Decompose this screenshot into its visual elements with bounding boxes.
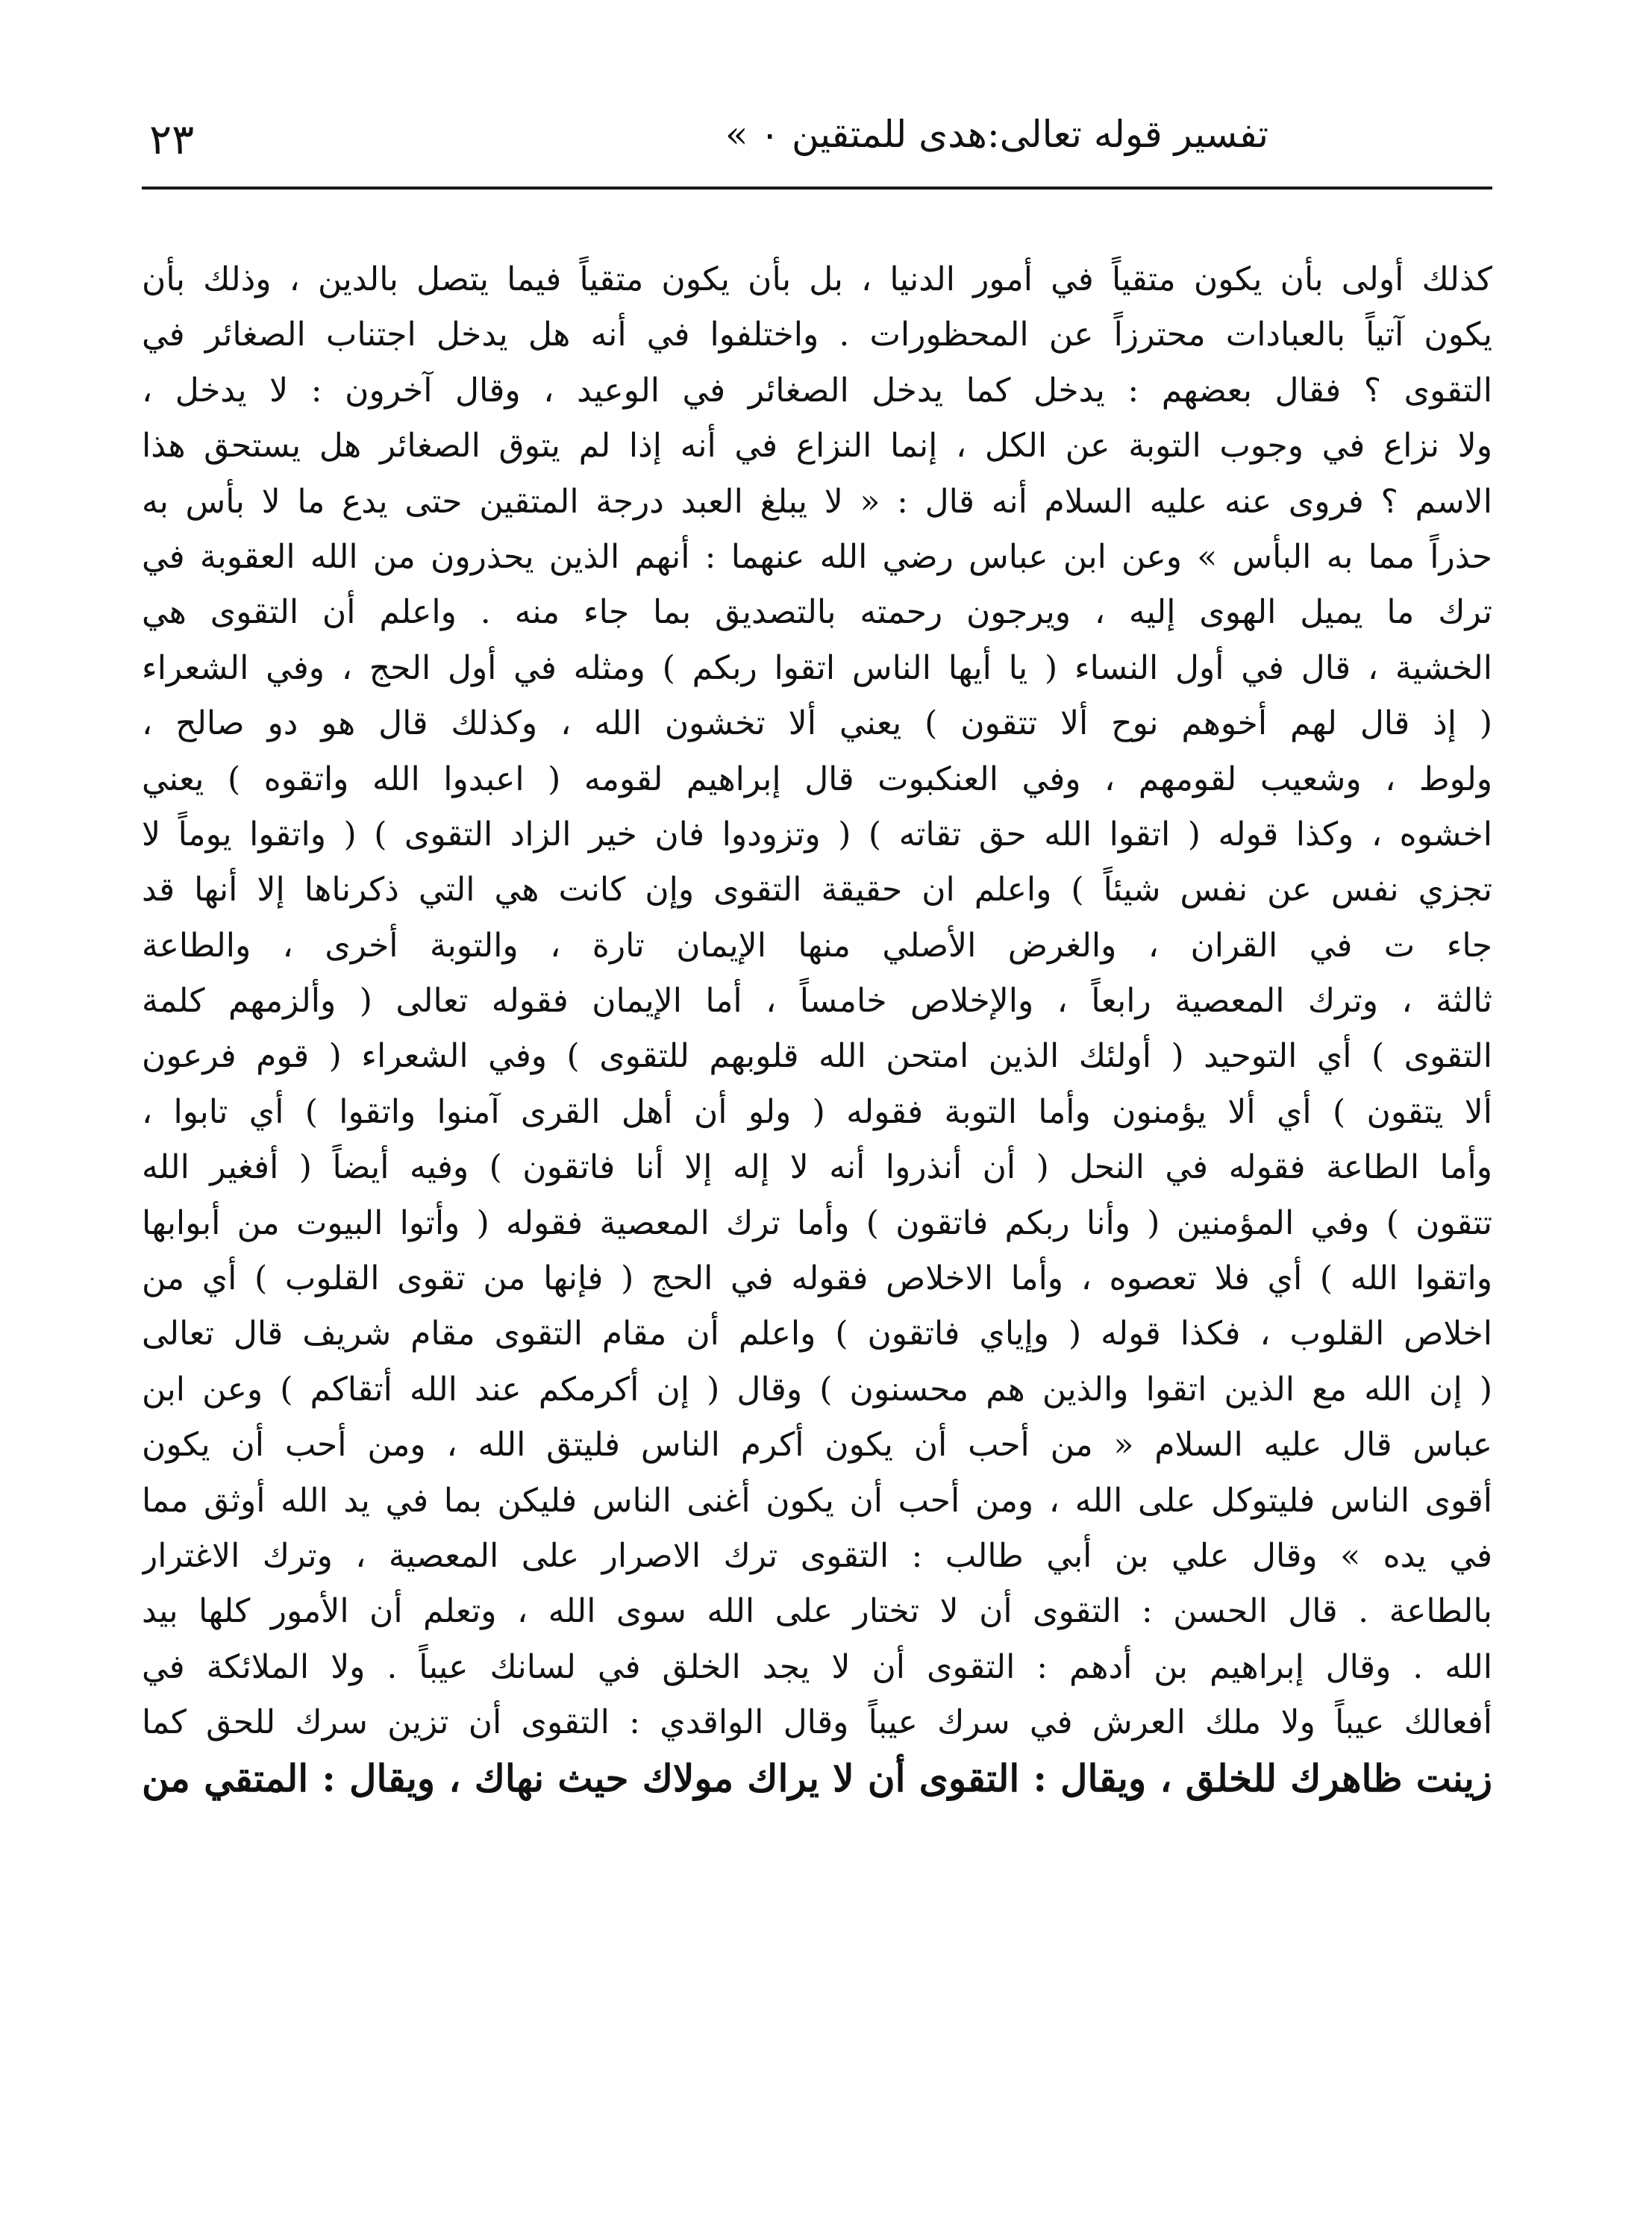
- text-line: اخشوه ، وكذا قوله ( اتقوا الله حق تقاته ) ( وتزودوا فان خير الزاد التقوى ) ( واتقوا يوماً لا: [142, 815, 1492, 854]
- text-line: واتقوا الله ) أي فلا تعصوه ، وأما الاخلاص فقوله في الحج ( فإنها من تقوى القلوب ) أي من: [142, 1259, 1492, 1298]
- text-line: التقوى ) أي التوحيد ( أولئك الذين امتحن الله قلوبهم للتقوى ) وفي الشعراء ( قوم فرعون: [142, 1037, 1492, 1076]
- text-line: اخلاص القلوب ، فكذا قوله ( وإياي فاتقون ) واعلم أن مقام التقوى مقام شريف قال تعالى: [142, 1315, 1492, 1353]
- text-line: أفعالك عيباً ولا ملك العرش في سرك عيباً وقال الواقدي : التقوى أن تزين سرك للحق كما: [142, 1703, 1492, 1742]
- text-line: زينت ظاهرك للخلق ، ويقال : التقوى أن لا يراك مولاك حيث نهاك ، ويقال : المتقي من: [142, 1756, 1492, 1800]
- text-line: ( إذ قال لهم أخوهم نوح ألا تتقون ) يعني ألا تخشون الله ، وكذلك قال هو دو صالح ،: [142, 704, 1492, 743]
- text-line: ولوط ، وشعيب لقومهم ، وفي العنكبوت قال إبراهيم لقومه ( اعبدوا الله واتقوه ) يعني: [142, 760, 1492, 798]
- text-line: تجزي نفس عن نفس شيئاً ) واعلم ان حقيقة التقوى وإن كانت هي التي ذكرناها إلا أنها قد: [142, 871, 1492, 909]
- page-number: ٢٣: [149, 116, 195, 164]
- text-line: حذراً مما به البأس » وعن ابن عباس رضي الله عنهما : أنهم الذين يحذرون من الله العقوبة في: [142, 537, 1492, 576]
- text-line: ثالثة ، وترك المعصية رابعاً ، والإخلاص خامساً ، أما الإيمان فقوله تعالى ( وألزمهم كلمة: [142, 982, 1492, 1021]
- text-line: الله . وقال إبراهيم بن أدهم : التقوى أن لا يجد الخلق في لسانك عيباً . ولا الملائكة في: [142, 1647, 1492, 1686]
- page-header: [149, 97, 1470, 179]
- text-line: ترك ما يميل الهوى إليه ، ويرجون رحمته بالتصديق بما جاء منه . واعلم أن التقوى هي: [142, 593, 1492, 632]
- text-line: أقوى الناس فليتوكل على الله ، ومن أحب أن يكون أغنى الناس فليكن بما في يد الله أوثق مما: [142, 1481, 1492, 1520]
- body-text: [142, 252, 1492, 1806]
- text-line: وأما الطاعة فقوله في النحل ( أن أنذروا أنه لا إله إلا أنا فاتقون ) وفيه أيضاً ( أفغير الله: [142, 1148, 1492, 1187]
- text-line: الخشية ، قال في أول النساء ( يا أيها الناس اتقوا ربكم ) ومثله في أول الحج ، وفي الشعراء: [142, 648, 1492, 687]
- text-line: يكون آتياً بالعبادات محترزاً عن المحظورات . واختلفوا في أنه هل يدخل اجتناب الصغائر في: [142, 316, 1492, 354]
- text-line: في يده » وقال علي بن أبي طالب : التقوى ترك الاصرار على المعصية ، وترك الاغترار: [142, 1536, 1492, 1575]
- text-line: التقوى ؟ فقال بعضهم : يدخل كما يدخل الصغائر في الوعيد ، وقال آخرون : لا يدخل ،: [142, 371, 1492, 410]
- text-line: جاء ت في القران ، والغرض الأصلي منها الإيمان تارة ، والتوبة أخرى ، والطاعة: [142, 926, 1492, 965]
- text-line: الاسم ؟ فروى عنه عليه السلام أنه قال : « لا يبلغ العبد درجة المتقين حتى يدع ما لا بأس به: [142, 482, 1492, 521]
- text-line: تتقون ) وفي المؤمنين ( وأنا ربكم فاتقون ) وأما ترك المعصية فقوله ( وأتوا البيوت من أبوابها: [142, 1203, 1492, 1242]
- text-line: ولا نزاع في وجوب التوبة عن الكل ، إنما النزاع في أنه إذا لم يتوق الصغائر هل يستحق هذا: [142, 427, 1492, 466]
- header-rule: [142, 187, 1492, 190]
- text-line: بالطاعة . قال الحسن : التقوى أن لا تختار على الله سوى الله ، وتعلم أن الأمور كلها بيد: [142, 1592, 1492, 1631]
- text-line: ألا يتقون ) أي ألا يؤمنون وأما التوبة فقوله ( ولو أن أهل القرى آمنوا واتقوا ) أي تابوا ،: [142, 1092, 1492, 1131]
- text-line: كذلك أولى بأن يكون متقياً في أمور الدنيا ، بل بأن يكون متقياً فيما يتصل بالدين ، وذلك بأن: [142, 260, 1492, 298]
- text-line: ( إن الله مع الذين اتقوا والذين هم محسنون ) وقال ( إن أكرمكم عند الله أتقاكم ) وعن ابن: [142, 1370, 1492, 1409]
- running-title: تفسير قوله تعالى:هدى للمتقين ٠ »: [725, 113, 1268, 156]
- text-line: عباس قال عليه السلام « من أحب أن يكون أكرم الناس فليتق الله ، ومن أحب أن يكون: [142, 1426, 1492, 1465]
